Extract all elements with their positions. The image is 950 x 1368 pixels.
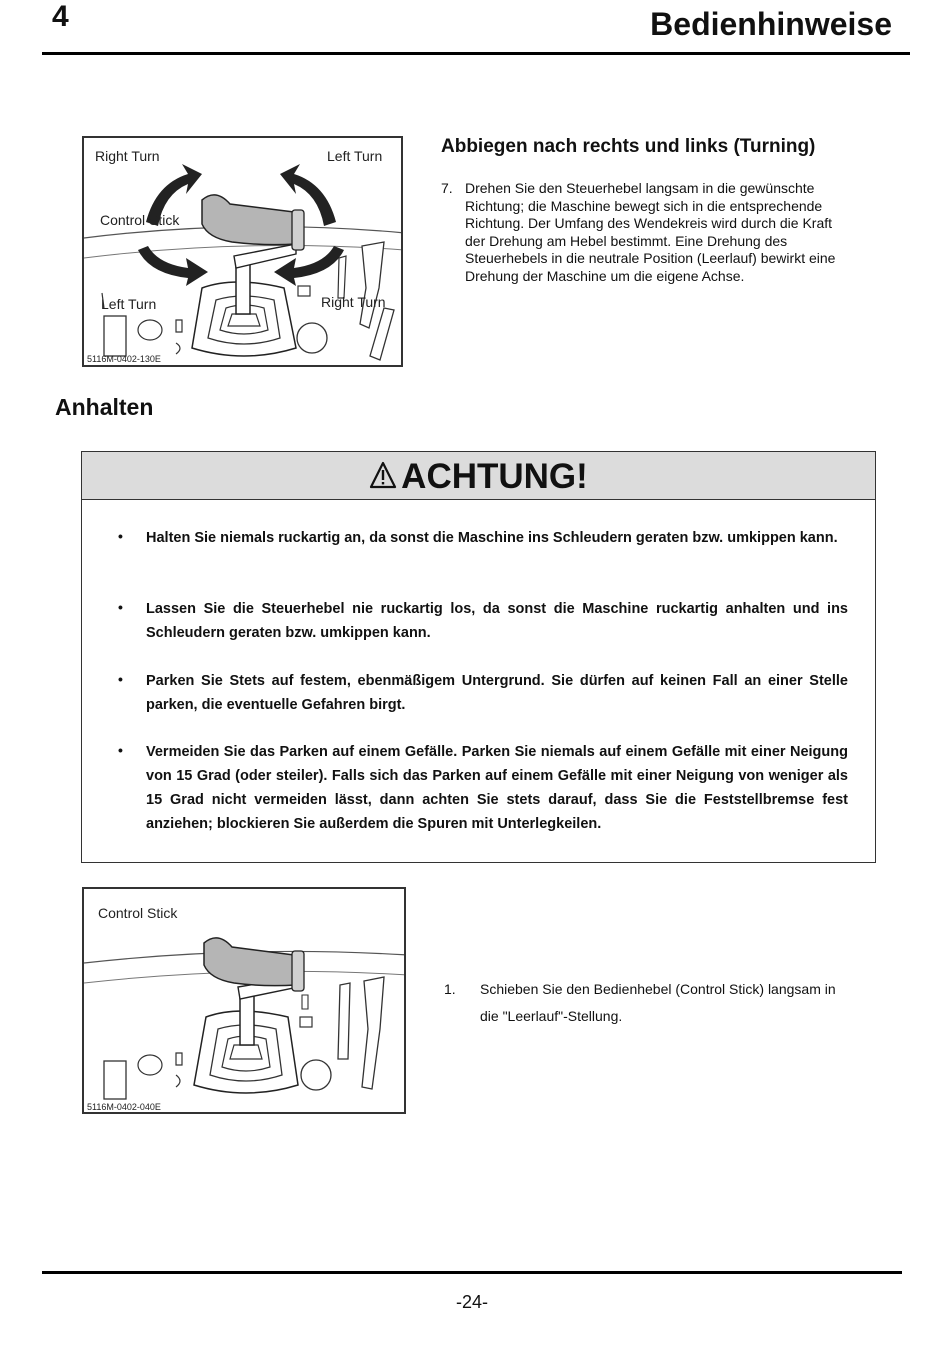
step-line: der Drehung am Hebel bestimmt. Eine Drehung des bbox=[465, 232, 788, 249]
bullet: • bbox=[118, 599, 123, 615]
chapter-number: 4 bbox=[52, 0, 69, 33]
figure-code: 5116M-0402-130E bbox=[87, 354, 161, 364]
label-left-turn-bottom: Left Turn bbox=[101, 296, 157, 312]
step-number: 1. bbox=[444, 981, 456, 997]
step-line: Schieben Sie den Bedienhebel (Control Stick) langsam in bbox=[480, 981, 836, 997]
neutral-step bbox=[444, 976, 884, 1036]
bullet: • bbox=[118, 528, 123, 544]
turning-heading: Abbiegen nach rechts und links (Turning) bbox=[441, 136, 816, 157]
warning-title: ACHTUNG! bbox=[401, 457, 588, 496]
footer-rule bbox=[42, 1271, 902, 1274]
label-right-turn-top: Right Turn bbox=[95, 148, 160, 164]
warning-header bbox=[82, 452, 875, 500]
step-line: Richtung. Der Umfang des Wendekreis wird durch die Kraft bbox=[465, 215, 833, 232]
page-number: -24- bbox=[455, 1292, 488, 1312]
turning-figure bbox=[82, 136, 403, 367]
step-line: die "Leerlauf"-Stellung. bbox=[480, 1008, 623, 1024]
label-left-turn-top: Left Turn bbox=[327, 148, 383, 164]
step-line: Steuerhebels in die neutrale Position (Leerlauf) bewirkt eine bbox=[465, 250, 836, 267]
step-line: Drehen Sie den Steuerhebel langsam in die gewünschte bbox=[465, 180, 815, 196]
warning-item: Vermeiden Sie das Parken auf einem Gefälle. Parken Sie niemals auf einem Gefälle mit einer Neigung von 15 Grad (oder steiler). Falls sich das Parken auf einem Gefälle mit einer Neigung von weniger als 15 Grad nicht vermeiden lässt, dann achten Sie stets darauf, dass Sie die Feststellbremse fest anziehen; blockieren Sie außerdem die Spuren mit Unterlegkeilen. bbox=[146, 744, 848, 832]
step-number: 7. bbox=[441, 180, 453, 196]
step-line: Drehung der Maschine um die eigene Achse. bbox=[465, 267, 745, 284]
turning-step bbox=[441, 180, 881, 290]
warning-triangle-icon bbox=[369, 461, 397, 489]
label-right-turn-bottom: Right Turn bbox=[321, 294, 386, 310]
figure-code: 5116M-0402-040E bbox=[87, 1102, 161, 1112]
neutral-illustration bbox=[84, 889, 406, 1114]
warning-item: Lassen Sie die Steuerhebel nie ruckartig los, da sonst die Maschine ruckartig anhalten und ins Schleudern geraten bzw. umkippen kann. bbox=[146, 601, 848, 641]
neutral-figure bbox=[82, 887, 406, 1114]
header-rule bbox=[42, 52, 910, 55]
step-line: Richtung; die Maschine bewegt sich in die entsprechende bbox=[465, 197, 823, 214]
label-control-stick: Control Stick bbox=[100, 212, 180, 228]
label-control-stick: Control Stick bbox=[98, 905, 178, 921]
warning-item: Halten Sie niemals ruckartig an, da sonst die Maschine ins Schleudern geraten bzw. umkippen kann. bbox=[146, 530, 838, 546]
step-text bbox=[465, 180, 835, 286]
bullet: • bbox=[118, 742, 123, 758]
step-text bbox=[480, 976, 836, 1030]
section-title: Anhalten bbox=[55, 394, 154, 420]
warning-box bbox=[81, 451, 876, 863]
warning-title-row bbox=[82, 457, 875, 497]
warning-item: Parken Sie Stets auf festem, ebenmäßigem Untergrund. Sie dürfen auf keinen Fall an einer Stelle parken, die eventuelle Gefahren birgt. bbox=[146, 673, 848, 713]
page-title: Bedienhinweise bbox=[650, 6, 892, 42]
bullet: • bbox=[118, 671, 123, 687]
turning-illustration bbox=[84, 138, 403, 367]
